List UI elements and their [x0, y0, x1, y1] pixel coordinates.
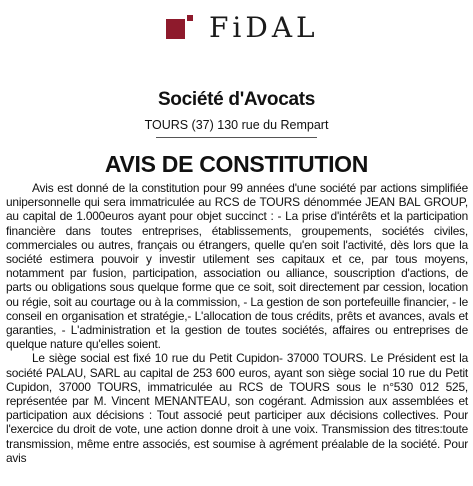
notice-paragraph-1: Avis est donné de la constitution pour 99 années d'une société par actions simplifiée unipersonnelle qui sera immatriculée au RCS de TOURS dénommée JEAN BAL GROUP, au capital de 1.000euros ayant pour objet succinct : - La prise d'intérêts et la participation financière dans toutes entreprises, établissements, groupements, sociétés civiles, commerciales ou autres, français ou étrangers, quelle qu'en soit l'activité, dès lors que la société estimera pouvoir y investir utilement ses capitaux et ce, par tous moyens, notamment par fusion, participation, association ou alliance, souscription d'actions, de parts ou obligations sous quelque forme que ce soit, soit directement par cession, location ou régie, soit au courtage ou à la commission, - La gestion de son portefeuille financier, - le conseil en organisation et stratégie,- L'allocation de tous crédits, prêts et avances, avals et garanties, - L'administration et la gestion de toutes sociétés, affaires ou entreprises de quelque nature qu'elles soient. [6, 181, 468, 352]
notice-title: AVIS DE CONSTITUTION [104, 151, 369, 177]
logo-square-large [166, 19, 185, 39]
divider [156, 137, 317, 138]
firm-title: Société d'Avocats [157, 89, 316, 110]
logo-square-small [187, 15, 193, 21]
notice-body [6, 181, 468, 465]
logo-text: FiDAL [209, 11, 319, 44]
firm-address: TOURS (37) 130 rue du Rempart [144, 118, 329, 132]
fidal-logo [166, 11, 319, 44]
notice-paragraph-2: Le siège social est fixé 10 rue du Petit Cupidon- 37000 TOURS. Le Président est la société PALAU, SARL au capital de 253 600 euros, ayant son siège social 10 rue du Petit Cupidon, 37000 TOURS, immatriculée au RCS de TOURS sous le n°530 012 525, représentée par M. Vincent MENANTEAU, son cogérant. Admission aux assemblées et participation aux décisions : Tout associé peut participer aux décisions collectives. Pour l'exercice du droit de vote, une action donne droit à une voix. Transmission des titres:toute transmission, même entre associés, est soumise à agrément préalable de la société. Pour avis [6, 351, 468, 465]
fidal-logo-mark [166, 15, 192, 41]
